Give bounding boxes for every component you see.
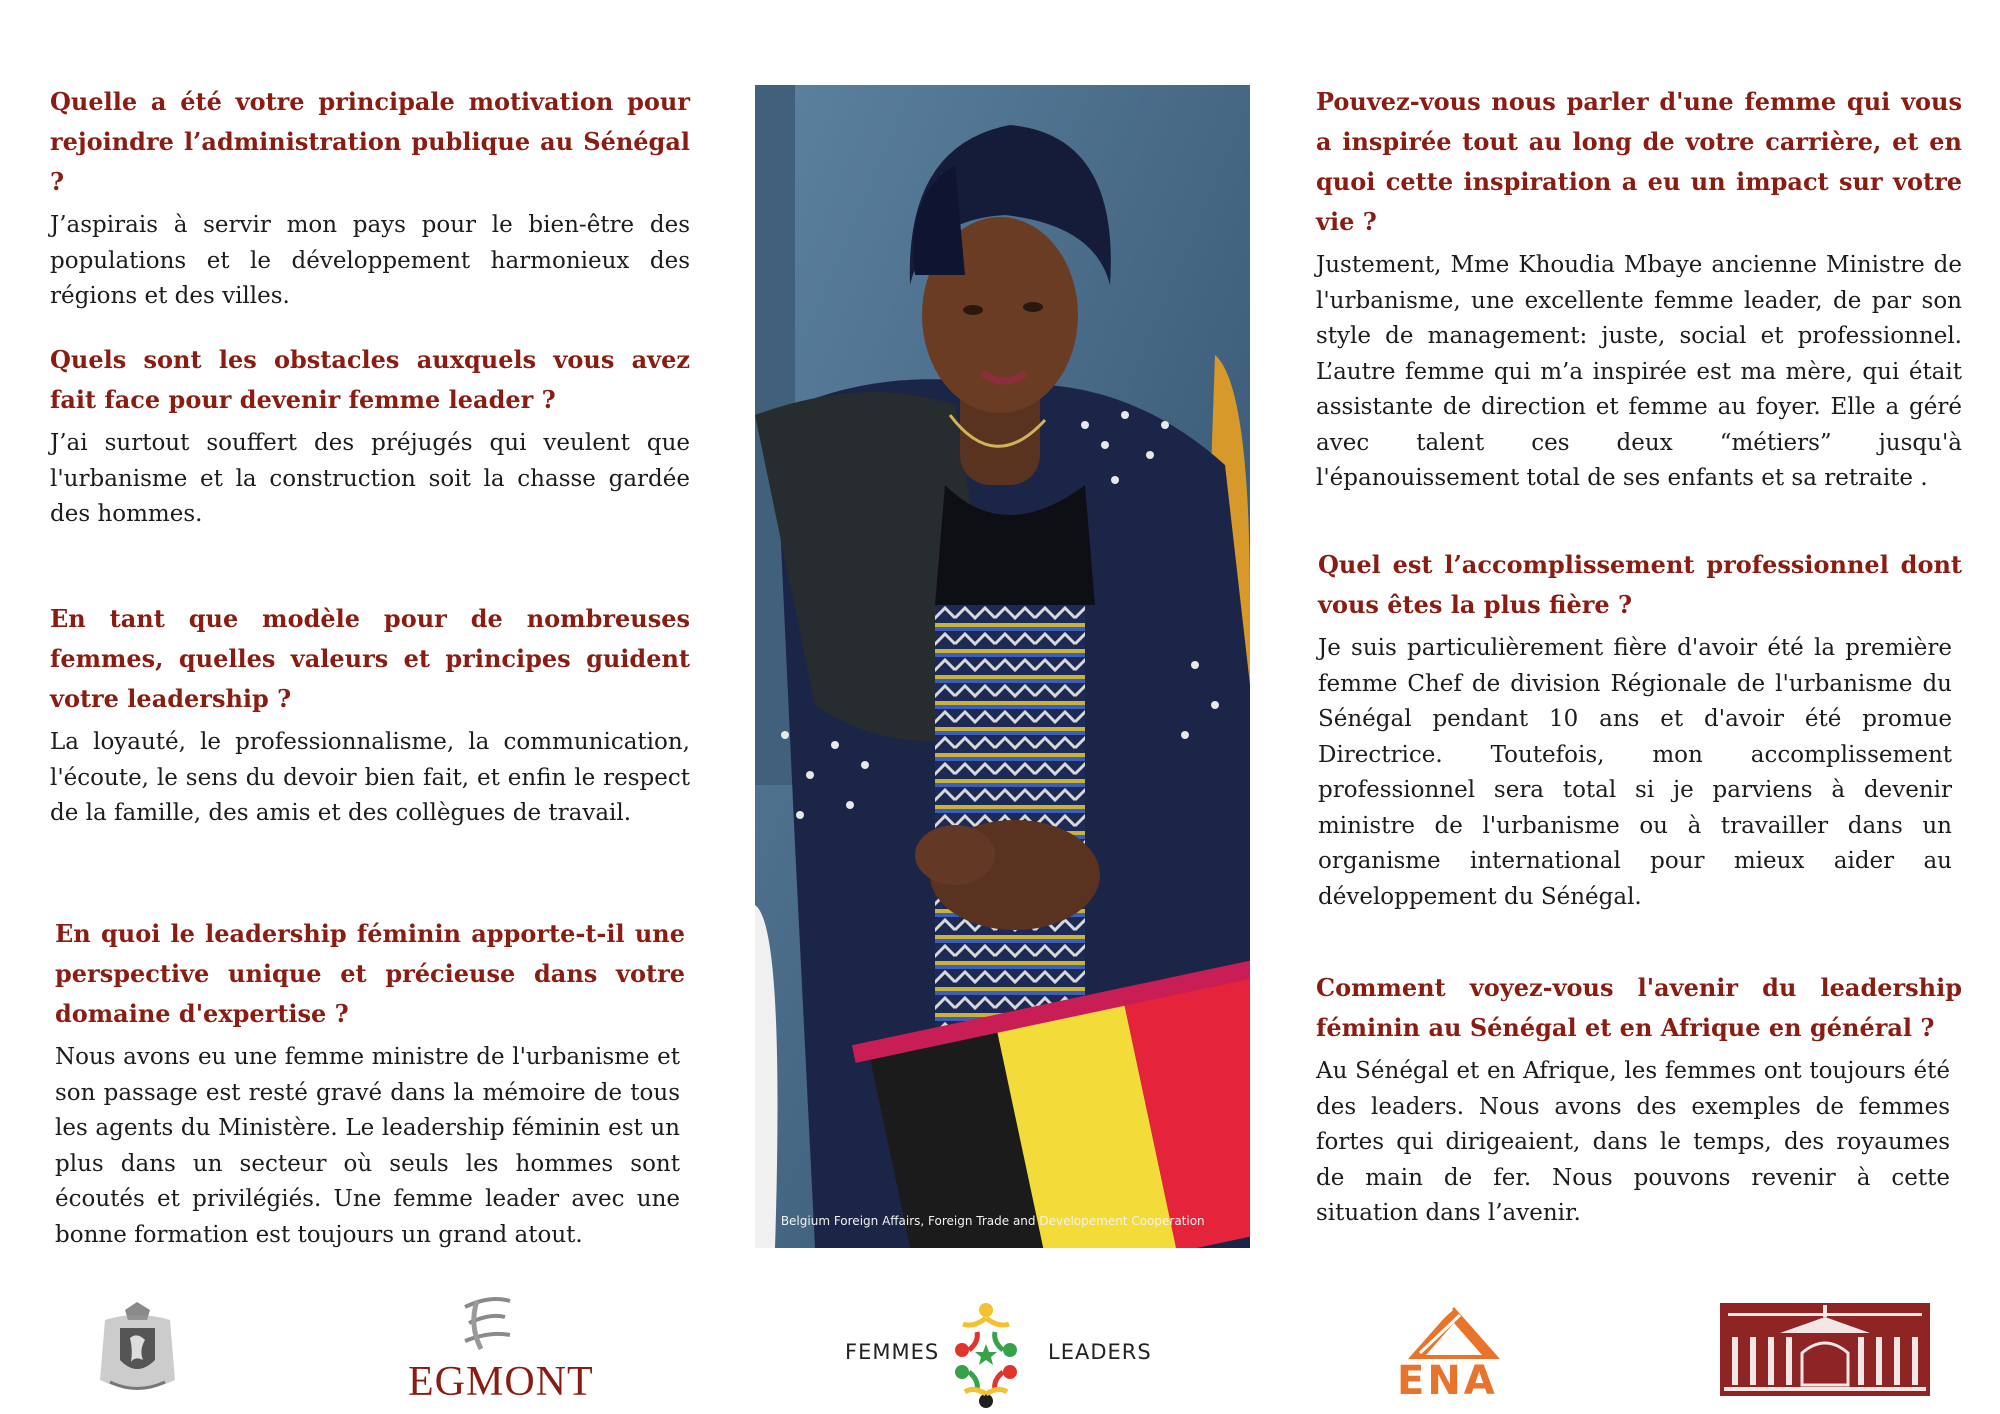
coat-of-arms-icon	[95, 1300, 180, 1400]
qa-block-perspective	[55, 914, 685, 1253]
question-heading: En quoi le leadership féminin apporte-t-il une perspective unique et précieuse dans votre domaine d'expertise ?	[55, 919, 685, 1028]
qa-block-future	[1316, 968, 1962, 1232]
question-heading: Quel est l’accomplissement professionnel dont vous êtes la plus fière ?	[1318, 550, 1962, 619]
ena-logo	[1404, 1305, 1504, 1365]
ena-wordmark: ENA	[1397, 1358, 1498, 1404]
answer-text: Justement, Mme Khoudia Mbaye ancienne Ministre de l'urbanisme, une excellente femme leader, de par son style de management: juste, social et professionnel. L’autre femme qui m’a inspirée est ma mère, qui était assistante de direction et femme au foyer. Elle a géré avec talent ces deux “métiers” jusqu'à l'épanouissement total de ses enfants et sa retraite .	[1316, 252, 1962, 491]
photo-credit: © Belgium Foreign Affairs, Foreign Trade and Developement Cooperation	[765, 1214, 1205, 1228]
qa-block-accomplishment	[1318, 545, 1962, 915]
qa-block-motivation	[50, 82, 690, 315]
belgian-coat-of-arms-logo	[95, 1300, 180, 1404]
answer-text: Au Sénégal et en Afrique, les femmes ont toujours été des leaders. Nous avons des exemples de femmes fortes qui dirigeaient, dans le temps, des royaumes de main de fer. Nous pouvons revenir à cette situation dans l’avenir.	[1316, 1058, 1950, 1226]
question-heading: Comment voyez-vous l'avenir du leadership féminin au Sénégal et en Afrique en général ?	[1316, 973, 1962, 1042]
qa-block-values	[50, 599, 690, 832]
question-heading: En tant que modèle pour de nombreuses femmes, quelles valeurs et principes guident votre leadership ?	[50, 604, 690, 713]
institutional-building-logo	[1720, 1303, 1930, 1400]
answer-text: J’aspirais à servir mon pays pour le bien-être des populations et le développement harmonieux des régions et des villes.	[50, 212, 690, 309]
leaders-wordmark: LEADERS	[1048, 1340, 1152, 1364]
egmont-wordmark: EGMONT	[408, 1359, 594, 1405]
femmes-wordmark: FEMMES	[845, 1340, 940, 1364]
question-heading: Quels sont les obstacles auxquels vous avez fait face pour devenir femme leader ?	[50, 345, 690, 414]
question-heading: Pouvez-vous nous parler d'une femme qui vous a inspirée tout au long de votre carrière, et en quoi cette inspiration a eu un impact sur votre vie ?	[1316, 87, 1962, 236]
portrait-illustration	[755, 85, 1250, 1248]
femmes-leaders-emblem	[953, 1298, 1019, 1414]
answer-text: Je suis particulièrement fière d'avoir été la première femme Chef de division Régionale de l'urbanisme du Sénégal pendant 10 ans et d'avoir été promue Directrice. Toutefois, mon accomplissement professionnel sera total si je parviens à devenir ministre de l'urbanisme ou à travailler dans un organisme international pour mieux aider au développement du Sénégal.	[1318, 635, 1952, 910]
egmont-logo	[455, 1293, 515, 1359]
portrait-photo	[755, 85, 1250, 1248]
qa-block-inspiration	[1316, 82, 1962, 497]
people-circle-icon	[953, 1298, 1019, 1410]
qa-block-obstacles	[50, 340, 690, 533]
building-icon	[1720, 1303, 1930, 1396]
answer-text: J’ai surtout souffert des préjugés qui veulent que l'urbanisme et la construction soit la chasse gardée des hommes.	[50, 430, 690, 527]
answer-text: La loyauté, le professionnalisme, la communication, l'écoute, le sens du devoir bien fait, et enfin le respect de la famille, des amis et des collègues de travail.	[50, 729, 690, 826]
ena-triangle-icon	[1404, 1305, 1504, 1361]
egmont-e-icon	[455, 1293, 515, 1355]
question-heading: Quelle a été votre principale motivation pour rejoindre l’administration publique au Sénégal ?	[50, 87, 690, 196]
answer-text: Nous avons eu une femme ministre de l'urbanisme et son passage est resté gravé dans la mémoire de tous les agents du Ministère. Le leadership féminin est un plus dans un secteur où seuls les hommes sont écoutés et privilégiés. Une femme leader avec une bonne formation est toujours un grand atout.	[55, 1044, 680, 1248]
